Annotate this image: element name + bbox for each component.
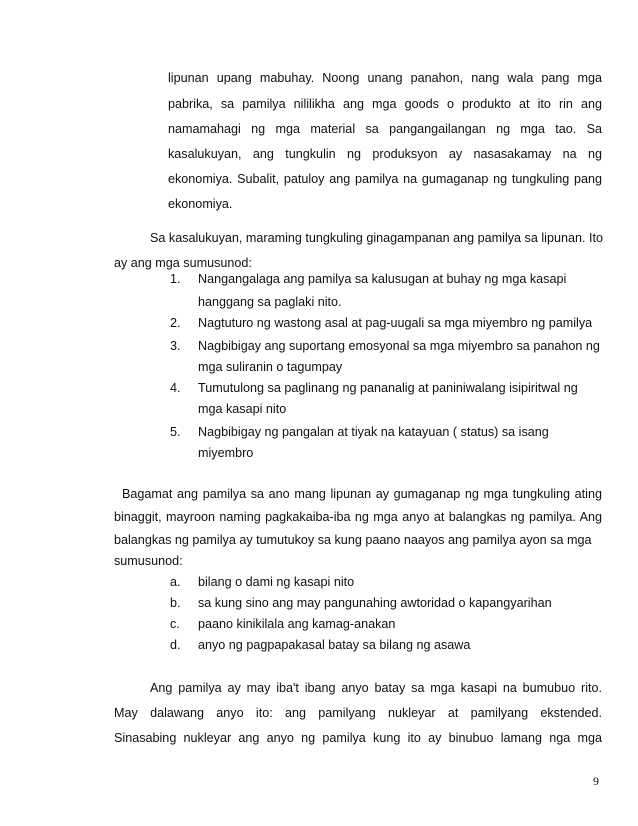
list-number: 2. [170, 316, 181, 330]
text-line: balangkas ng pamilya ay tumutukoy sa kung paano naayos ang pamilya ayon sa mga [114, 533, 592, 547]
text-line: Nagbibigay ng pangalan at tiyak na katayuan ( status) sa isang [198, 425, 549, 439]
page-number: 9 [593, 774, 599, 788]
text-line: Nagbibigay ang suportang emosyonal sa mga miyembro sa panahon ng [198, 339, 600, 353]
text-line: lipunan upang mabuhay. Noong unang panahon, nang wala pang mga [168, 71, 602, 85]
text-line: Sa kasalukuyan, maraming tungkuling ginagampanan ang pamilya sa lipunan. Ito [150, 231, 603, 245]
list-letter: c. [170, 617, 180, 631]
text-line: hanggang sa paglaki nito. [198, 295, 342, 309]
text-line: ay ang mga sumusunod: [114, 256, 252, 270]
text-line: paano kinikilala ang kamag-anakan [198, 617, 396, 631]
text-line: binaggit, mayroon naming pagkakaiba-iba ng mga anyo at balangkas ng pamilya. Ang [114, 510, 602, 524]
text-line: Nangangalaga ang pamilya sa kalusugan at buhay ng mga kasapi [198, 272, 567, 286]
text-line: sumusunod: [114, 554, 183, 568]
text-line: pabrika, sa pamilya nililikha ang mga goods o produkto at ito rin ang [168, 97, 602, 111]
text-line: mga suliranin o tagumpay [198, 360, 343, 374]
list-number: 3. [170, 339, 181, 353]
text-line: Ang pamilya ay may iba't ibang anyo batay sa mga kasapi na bumubuo rito. [150, 681, 602, 695]
text-line: May dalawang anyo ito: ang pamilyang nukleyar at pamilyang ekstended. [114, 706, 602, 720]
text-line: ekonomiya. Subalit, patuloy ang pamilya na gumaganap ng tungkuling pang [168, 172, 602, 186]
text-line: Sinasabing nukleyar ang anyo ng pamilya kung ito ay binubuo lamang nga mga [114, 731, 602, 745]
text-line: mga kasapi nito [198, 402, 287, 416]
text-line: ekonomiya. [168, 197, 233, 211]
text-line: miyembro [198, 446, 254, 460]
text-line: namamahagi ng mga material sa pangangailangan ng mga tao. Sa [168, 122, 602, 136]
text-line: kasalukuyan, ang tungkulin ng produksyon ay nasasakamay na ng [168, 147, 602, 161]
text-line: bilang o dami ng kasapi nito [198, 575, 355, 589]
list-number: 4. [170, 381, 181, 395]
text-line: anyo ng pagpapakasal batay sa bilang ng asawa [198, 638, 471, 652]
list-letter: a. [170, 575, 181, 589]
text-line: Nagtuturo ng wastong asal at pag-uugali sa mga miyembro ng pamilya [198, 316, 593, 330]
list-letter: b. [170, 596, 181, 610]
text-line: Bagamat ang pamilya sa ano mang lipunan ay gumaganap ng mga tungkuling ating [122, 487, 602, 501]
text-line: sa kung sino ang may pangunahing awtoridad o kapangyarihan [198, 596, 552, 610]
list-letter: d. [170, 638, 181, 652]
list-number: 5. [170, 425, 181, 439]
text-line: Tumutulong sa paglinang ng pananalig at paniniwalang isipiritwal ng [198, 381, 578, 395]
list-number: 1. [170, 272, 181, 286]
